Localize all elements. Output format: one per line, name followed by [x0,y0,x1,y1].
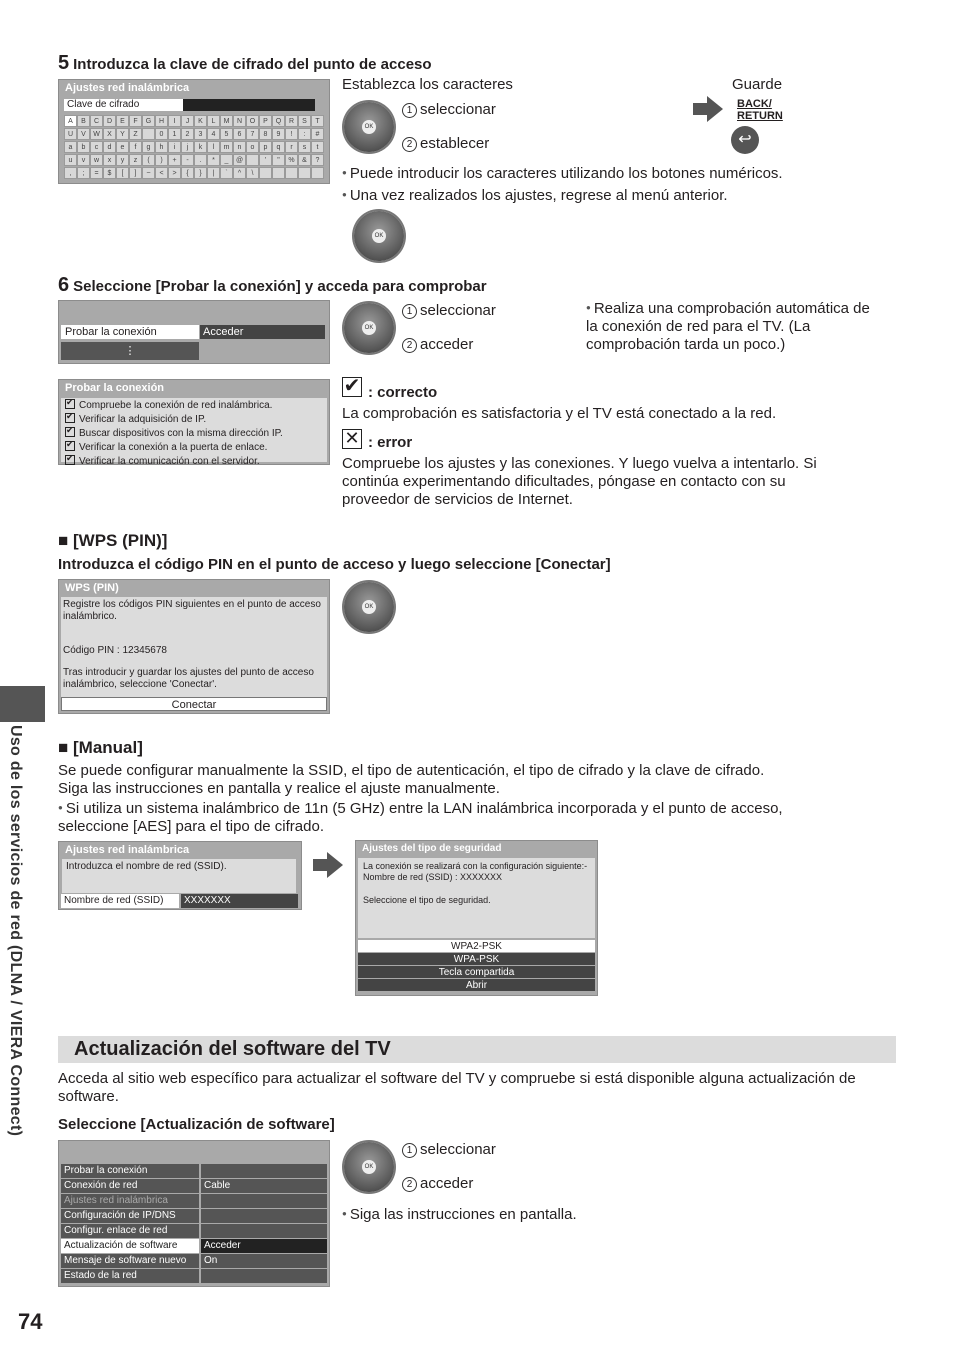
check-item-text: Verificar la comunicación con el servidor. [79,456,260,467]
keyboard-key[interactable]: [ [116,167,129,179]
keyboard-key[interactable] [285,167,298,179]
security-option[interactable]: Tecla compartida [358,966,595,979]
check-item-text: Buscar dispositivos con la misma dirección IP. [79,428,283,439]
keyboard-key[interactable] [311,167,324,179]
keyboard-key[interactable]: e [116,141,129,153]
keyboard-key[interactable]: , [64,167,77,179]
access-instruction [402,336,473,354]
security-option[interactable]: WPA2-PSK [358,940,595,953]
keyboard-key[interactable]: R [285,115,298,127]
security-option[interactable]: WPA-PSK [358,953,595,966]
keyboard-key[interactable]: E [116,115,129,127]
bullet-return-menu: ● Una vez realizados los ajustes, regrese al menú anterior. [342,186,728,205]
menu-row[interactable] [61,1254,327,1268]
menu-row-label: Actualización de software [61,1239,199,1253]
keyboard-key[interactable]: c [90,141,103,153]
encryption-key-input[interactable] [182,99,315,111]
keyboard-key[interactable]: ] [129,167,142,179]
keyboard-key[interactable]: P [259,115,272,127]
side-tab [0,686,45,722]
circle-1-icon: 1 [402,103,417,118]
keyboard-key[interactable]: a [64,141,77,153]
update-subheading: Seleccione [Actualización de software] [58,1116,335,1133]
keyboard-key[interactable]: | [207,167,220,179]
keyboard-key[interactable]: o [246,141,259,153]
wps-panel [58,579,330,714]
access-text: acceder [420,1175,474,1192]
menu-row-label: Configuración de IP/DNS [61,1209,199,1223]
menu-row[interactable] [61,1209,327,1223]
sec-text1: La conexión se realizará con la configuración siguiente:- [363,861,588,871]
back-return-icon: ↩ [731,126,759,154]
keyboard-key[interactable]: K [194,115,207,127]
keyboard-row [64,115,324,128]
security-info [358,858,595,938]
wps-content [61,597,327,698]
remote-dpad-icon [344,303,394,353]
keyboard-key[interactable]: 0 [155,128,168,140]
error-text: Compruebe los ajustes y las conexiones. Y luego vuelva a intentarlo. Si continúa experimentando dificultades, póngase en contacto con su proveedor de servicios de Internet. [342,455,817,508]
keyboard-key[interactable]: B [77,115,90,127]
keyboard-key[interactable]: : [298,128,311,140]
menu-row-value [201,1194,327,1208]
ok-button-icon: OK [362,120,376,134]
keyboard-key[interactable]: } [194,167,207,179]
menu-row-value: Cable [201,1179,327,1193]
keyboard-key[interactable]: g [142,141,155,153]
manual-heading-text: [Manual] [73,738,143,757]
keyboard-key[interactable]: s [298,141,311,153]
keyboard-key[interactable]: L [207,115,220,127]
keyboard-key[interactable]: 7 [246,128,259,140]
menu-row[interactable] [61,1194,327,1208]
keyboard-key[interactable]: ! [285,128,298,140]
panel-title: Ajustes red inalámbrica [65,82,190,94]
circle-2-icon: 2 [402,1177,417,1192]
circle-1-icon: 1 [402,304,417,319]
circle-1-icon: 1 [402,1143,417,1158]
menu-row-label: Estado de la red [61,1269,199,1283]
sec-text3: Seleccione el tipo de seguridad. [363,895,491,905]
keyboard-key[interactable]: Z [129,128,142,140]
keyboard-key[interactable]: 9 [272,128,285,140]
keyboard-key[interactable] [298,167,311,179]
circle-2-icon: 2 [402,137,417,152]
arrow-right-icon [693,96,723,122]
keyboard-key[interactable]: u [64,154,77,166]
manual-text1: Se puede configurar manualmente la SSID, el tipo de autenticación, el tipo de cifrado y la clave de cifrado. [58,762,765,779]
select-text: seleccionar [420,101,496,118]
menu-row[interactable] [61,1179,327,1193]
wps-text1: Registre los códigos PIN siguientes en el punto de acceso inalámbrico. [63,599,321,622]
keyboard-key[interactable]: G [142,115,155,127]
wps-heading-text: [WPS (PIN)] [73,531,168,550]
select-text: seleccionar [420,302,496,319]
keyboard-key[interactable]: M [220,115,233,127]
step-title: Seleccione [Probar la conexión] y acceda para comprobar [73,278,487,295]
keyboard-key[interactable]: U [64,128,77,140]
error-x-icon: ✕ [342,429,362,449]
keyboard-key[interactable]: 8 [259,128,272,140]
menu-row-value [201,1209,327,1223]
keyboard-key[interactable]: F [129,115,142,127]
keyboard-key[interactable]: " [272,154,285,166]
side-label [0,725,45,1205]
keyboard-key[interactable]: I [168,115,181,127]
select-instruction [402,1141,496,1159]
keyboard-key[interactable]: N [233,115,246,127]
save-label: Guarde [732,76,783,93]
error-label: : error [368,434,413,451]
keyboard-key[interactable]: k [194,141,207,153]
menu-row[interactable] [61,1269,327,1283]
ssid-label[interactable]: Nombre de red (SSID) [61,894,179,908]
keyboard-key[interactable]: V [77,128,90,140]
keyboard-key[interactable]: * [207,154,220,166]
keyboard-key[interactable]: J [181,115,194,127]
panel-title: Ajustes red inalámbrica [65,844,190,856]
keyboard-key[interactable]: l [207,141,220,153]
side-label-text: Uso de los servicios de red (DLNA / VIERA Connect) [7,725,24,1137]
keyboard-key[interactable]: m [220,141,233,153]
back-return-label: BACK/ RETURN [737,98,783,122]
remote-dpad-icon [344,582,394,632]
update-heading-bar [58,1036,896,1063]
keyboard-key[interactable]: z [129,154,142,166]
keyboard-key[interactable]: j [181,141,194,153]
bullet-dot [58,800,66,817]
keyboard-key[interactable]: ^ [233,167,246,179]
keyboard-key[interactable] [142,128,155,140]
wps-subheading: Introduzca el código PIN en el punto de acceso y luego seleccione [Conectar] [58,556,611,573]
keyboard-row [64,154,324,167]
keyboard-row [64,141,324,154]
keyboard-key[interactable]: A [64,115,77,127]
keyboard-key[interactable]: b [77,141,90,153]
check-item [61,398,327,412]
pin-code: Código PIN : 12345678 [63,645,167,656]
test-connection-menu [58,300,330,364]
correct-text: La comprobación es satisfactoria y el TV está conectado a la red. [342,405,777,422]
keyboard-key[interactable] [246,154,259,166]
network-menu [61,1164,327,1284]
keyboard-key[interactable]: 1 [168,128,181,140]
remote-dpad-icon [344,102,394,152]
check-list [61,398,327,467]
ok-button-icon: OK [362,600,376,614]
keyboard-key[interactable]: W [90,128,103,140]
step-title: Introduzca la clave de cifrado del punto de acceso [73,56,432,73]
check-item [61,454,327,468]
checkbox-checked-icon [65,441,75,451]
access-value[interactable]: Acceder [200,325,325,339]
keyboard-key[interactable]: { [181,167,194,179]
check-item [61,440,327,454]
encryption-key-label: Clave de cifrado [64,99,183,111]
check-item-text: Compruebe la conexión de red inalámbrica. [79,400,273,411]
panel-title: WPS (PIN) [65,582,119,594]
update-heading: Actualización del software del TV [74,1038,391,1060]
arrow-right-icon [313,852,343,878]
keyboard-key[interactable]: q [272,141,285,153]
keyboard-key[interactable]: 4 [207,128,220,140]
ok-button-icon: OK [372,229,386,243]
auto-check-note: ● Realiza una comprobación automática de la conexión de red para el TV. (La comprobación tarda un poco.) [586,299,876,354]
manual-text2: Siga las instrucciones en pantalla y realice el ajuste manualmente. [58,780,500,797]
check-item-text: Verificar la adquisición de IP. [79,414,207,425]
keyboard-key[interactable]: x [103,154,116,166]
panel-title: Ajustes del tipo de seguridad [362,843,502,854]
remote-dpad-icon [344,1142,394,1192]
menu-row-value: Acceder [201,1239,327,1253]
keyboard-key[interactable]: ; [77,167,90,179]
keyboard-key[interactable]: Y [116,128,129,140]
security-option[interactable]: Abrir [358,979,595,992]
keyboard-key[interactable]: T [311,115,324,127]
keyboard-row [64,128,324,141]
step-number: 5 [58,52,70,74]
set-chars-label: Establezca los caracteres [342,76,513,93]
keyboard-key[interactable]: 5 [220,128,233,140]
security-options [358,940,595,992]
checkbox-checked-icon [65,427,75,437]
checkbox-checked-icon [65,413,75,423]
keyboard-key[interactable]: _ [220,154,233,166]
keyboard-key[interactable]: S [298,115,311,127]
page-number: 74 [18,1309,43,1334]
menu-row-label: Conexión de red [61,1179,199,1193]
bullet-numeric-buttons: ● Puede introducir los caracteres utilizando los botones numéricos. [342,164,783,183]
circle-2-icon: 2 [402,338,417,353]
keyboard-key[interactable]: Q [272,115,285,127]
keyboard-key[interactable]: - [181,154,194,166]
square-bullet-icon: ■ [58,738,73,757]
manual-heading [58,738,143,758]
ok-button-icon: OK [362,1160,376,1174]
square-bullet-icon: ■ [58,531,73,550]
more-items-indicator: ⋮ [61,342,199,360]
correct-label: : correcto [368,384,438,401]
keyboard-key[interactable]: t [311,141,324,153]
keyboard-key[interactable]: n [233,141,246,153]
keyboard-key[interactable]: % [285,154,298,166]
keyboard-key[interactable]: D [103,115,116,127]
connect-button[interactable]: Conectar [61,697,327,711]
keyboard-key[interactable]: $ [103,167,116,179]
menu-row[interactable] [61,1164,327,1178]
select-instruction [402,302,496,320]
keyboard-key[interactable]: d [103,141,116,153]
access-instruction [402,1175,473,1193]
manual-bullet-text: Si utiliza un sistema inalámbrico de 11n (5 GHz) entre la LAN inalámbrica incorporada y el punto de acceso, seleccione [AES] para el tipo de cifrado. [58,800,783,835]
select-text: seleccionar [420,1141,496,1158]
keyboard-key[interactable]: ) [155,154,168,166]
panel-title: Probar la conexión [65,382,165,394]
establish-instruction [402,135,489,153]
menu-row-value [201,1269,327,1283]
check-item-text: Verificar la conexión a la puerta de enlace. [79,442,268,453]
keyboard-key[interactable]: \ [246,167,259,179]
keyboard-key[interactable]: . [194,154,207,166]
keyboard-key[interactable]: < [155,167,168,179]
menu-row-label: Ajustes red inalámbrica [61,1194,199,1208]
menu-row-label: Probar la conexión [61,1164,199,1178]
keyboard-key[interactable]: ' [259,154,272,166]
test-connection-panel [58,379,330,465]
check-mark-icon: ✔ [343,375,361,397]
menu-row-value [201,1224,327,1238]
check-item [61,426,327,440]
keyboard-key[interactable]: + [168,154,181,166]
step5-heading [58,52,432,75]
keyboard-key[interactable]: @ [233,154,246,166]
network-menu-panel [58,1140,330,1287]
keyboard-key[interactable]: ( [142,154,155,166]
keyboard-key[interactable]: p [259,141,272,153]
keyboard-key[interactable]: ` [220,167,233,179]
ssid-panel [58,841,302,910]
menu-row[interactable] [61,1224,327,1238]
keyboard-key[interactable] [272,167,285,179]
ok-button-icon: OK [362,321,376,335]
keyboard-key[interactable]: ~ [142,167,155,179]
keyboard-key[interactable]: i [168,141,181,153]
update-text: Acceda al sitio web específico para actualizar el software del TV y compruebe si está disponible alguna actualización de software. [58,1070,856,1105]
select-instruction [402,101,496,119]
menu-row-value [201,1164,327,1178]
keyboard-key[interactable] [259,167,272,179]
step-number: 6 [58,274,70,296]
security-type-panel [355,840,598,996]
menu-row-label: Mensaje de software nuevo [61,1254,199,1268]
ssid-value[interactable]: XXXXXXX [181,894,298,908]
keyboard-key[interactable]: w [90,154,103,166]
menu-row-label: Configur. enlace de red [61,1224,199,1238]
menu-row-value: On [201,1254,327,1268]
establish-text: establecer [420,135,490,152]
keyboard-key[interactable]: O [246,115,259,127]
keyboard-key[interactable]: 3 [194,128,207,140]
wps-heading [58,531,167,551]
keyboard-key[interactable]: 6 [233,128,246,140]
keyboard-key[interactable]: 2 [181,128,194,140]
keyboard-key[interactable]: X [103,128,116,140]
access-text: acceder [420,336,474,353]
keyboard-row [64,167,324,180]
keyboard-key[interactable]: ? [311,154,324,166]
remote-dpad-icon [354,211,404,261]
test-connection-item[interactable]: Probar la conexión [61,325,199,339]
menu-row[interactable] [61,1239,327,1253]
checkbox-checked-icon [65,455,75,465]
ssid-text: Introduzca el nombre de red (SSID). [62,859,296,893]
checkbox-checked-icon [65,399,75,409]
check-item [61,412,327,426]
keyboard-key[interactable]: & [298,154,311,166]
keyboard-key[interactable]: = [90,167,103,179]
keyboard-key[interactable]: y [116,154,129,166]
manual-bullet [58,799,838,836]
wps-text2: Tras introducir y guardar los ajustes del punto de acceso inalámbrico, seleccione 'Conectar'. [63,667,314,690]
step6-heading [58,274,487,297]
sec-text2: Nombre de red (SSID) : XXXXXXX [363,872,503,882]
keyboard-key[interactable]: v [77,154,90,166]
keyboard-key[interactable]: r [285,141,298,153]
keyboard-key[interactable]: C [90,115,103,127]
keyboard-key[interactable]: h [155,141,168,153]
keyboard-key[interactable]: > [168,167,181,179]
follow-instructions: ● Siga las instrucciones en pantalla. [342,1205,577,1224]
keyboard-key[interactable]: H [155,115,168,127]
keyboard-key[interactable]: f [129,141,142,153]
character-keyboard[interactable] [64,115,324,180]
keyboard-key[interactable]: # [311,128,324,140]
